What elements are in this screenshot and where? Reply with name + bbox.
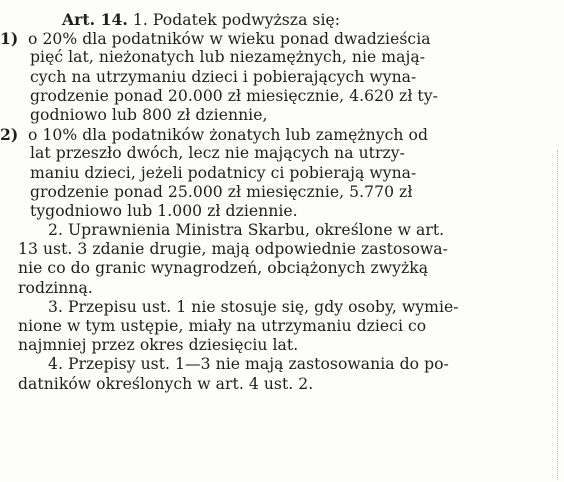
paragraph-3-line-3 <box>0 336 564 355</box>
paragraph-4-text-2: datników określonych w art. 4 ust. 2. <box>18 374 314 393</box>
item-1-text-1: o 20% dla podatników w wieku ponad dwadzieścia <box>28 30 431 49</box>
item-2-text-1: o 10% dla podatników żonatych lub zamężnych od <box>28 126 428 145</box>
item-2-line-2 <box>0 144 564 163</box>
item-1-text-5: godniowo lub 800 zł dziennie, <box>30 105 268 124</box>
item-2-line-1 <box>0 125 564 144</box>
item-2-line-5 <box>0 202 564 221</box>
paragraph-3-text-2: nione w tym ustępie, miały na utrzymaniu dzieci co <box>18 317 427 335</box>
article-heading-text: 1. Podatek podwyższa się: <box>127 11 341 29</box>
article-heading <box>0 10 564 29</box>
paragraph-4-text-1: 4. Przepisy ust. 1—3 nie mają zastosowania do po- <box>48 355 449 374</box>
item-1-text-4: grodzenie ponad 20.000 zł miesięcznie, 4.620 zł ty- <box>30 86 438 105</box>
item-2-text-2: lat przeszło dwóch, lecz nie mających na utrzy- <box>30 144 405 163</box>
item-2-text-5: tygodniowo lub 1.000 zł dziennie. <box>30 201 298 220</box>
paragraph-2-text-3: nie co do granic wynagrodzeń, obciążonych zwyżką <box>18 259 429 278</box>
paragraph-3-line-1 <box>0 298 564 317</box>
paragraph-2-text-1: 2. Uprawnienia Ministra Skarbu, określone w art. <box>48 221 445 240</box>
paragraph-3-text-3: najmniej przez okres dziesięciu lat. <box>18 336 299 355</box>
paragraph-4-line-1 <box>0 355 564 374</box>
paragraph-2-line-3 <box>0 259 564 278</box>
article-text <box>0 10 564 394</box>
item-1-line-5 <box>0 106 564 125</box>
item-1-line-2 <box>0 48 564 67</box>
item-1-line-4 <box>0 87 564 106</box>
item-2-text-4: grodzenie ponad 25.000 zł miesięcznie, 5.770 zł <box>30 182 413 201</box>
item-2-text-3: maniu dzieci, jeżeli podatnicy ci pobierają wyna- <box>30 163 417 182</box>
article-number: Art. 14. <box>62 10 128 29</box>
paragraph-2-line-2 <box>0 240 564 259</box>
item-1-marker: 1) <box>0 29 19 49</box>
item-2-line-4 <box>0 183 564 202</box>
paragraph-2-text-2: 13 ust. 3 zdanie drugie, mają odpowiednie zastosowa- <box>18 240 448 259</box>
item-1-line-3 <box>0 68 564 87</box>
paragraph-2-text-4: rodzinną. <box>18 278 93 297</box>
item-1-line-1 <box>0 29 564 48</box>
paragraph-3-text-1: 3. Przepisu ust. 1 nie stosuje się, gdy osoby, wymie- <box>48 297 459 316</box>
paragraph-2-line-4 <box>0 279 564 298</box>
item-1-text-2: pięć lat, nieżonatych lub niezamężnych, nie mają- <box>30 48 426 67</box>
item-1-text-3: cych na utrzymaniu dzieci i pobierających wyna- <box>30 67 417 86</box>
item-2-marker: 2) <box>0 125 19 145</box>
paragraph-4-line-2 <box>0 375 564 394</box>
paragraph-2-line-1 <box>0 221 564 240</box>
paragraph-3-line-2 <box>0 317 564 336</box>
item-2-line-3 <box>0 164 564 183</box>
